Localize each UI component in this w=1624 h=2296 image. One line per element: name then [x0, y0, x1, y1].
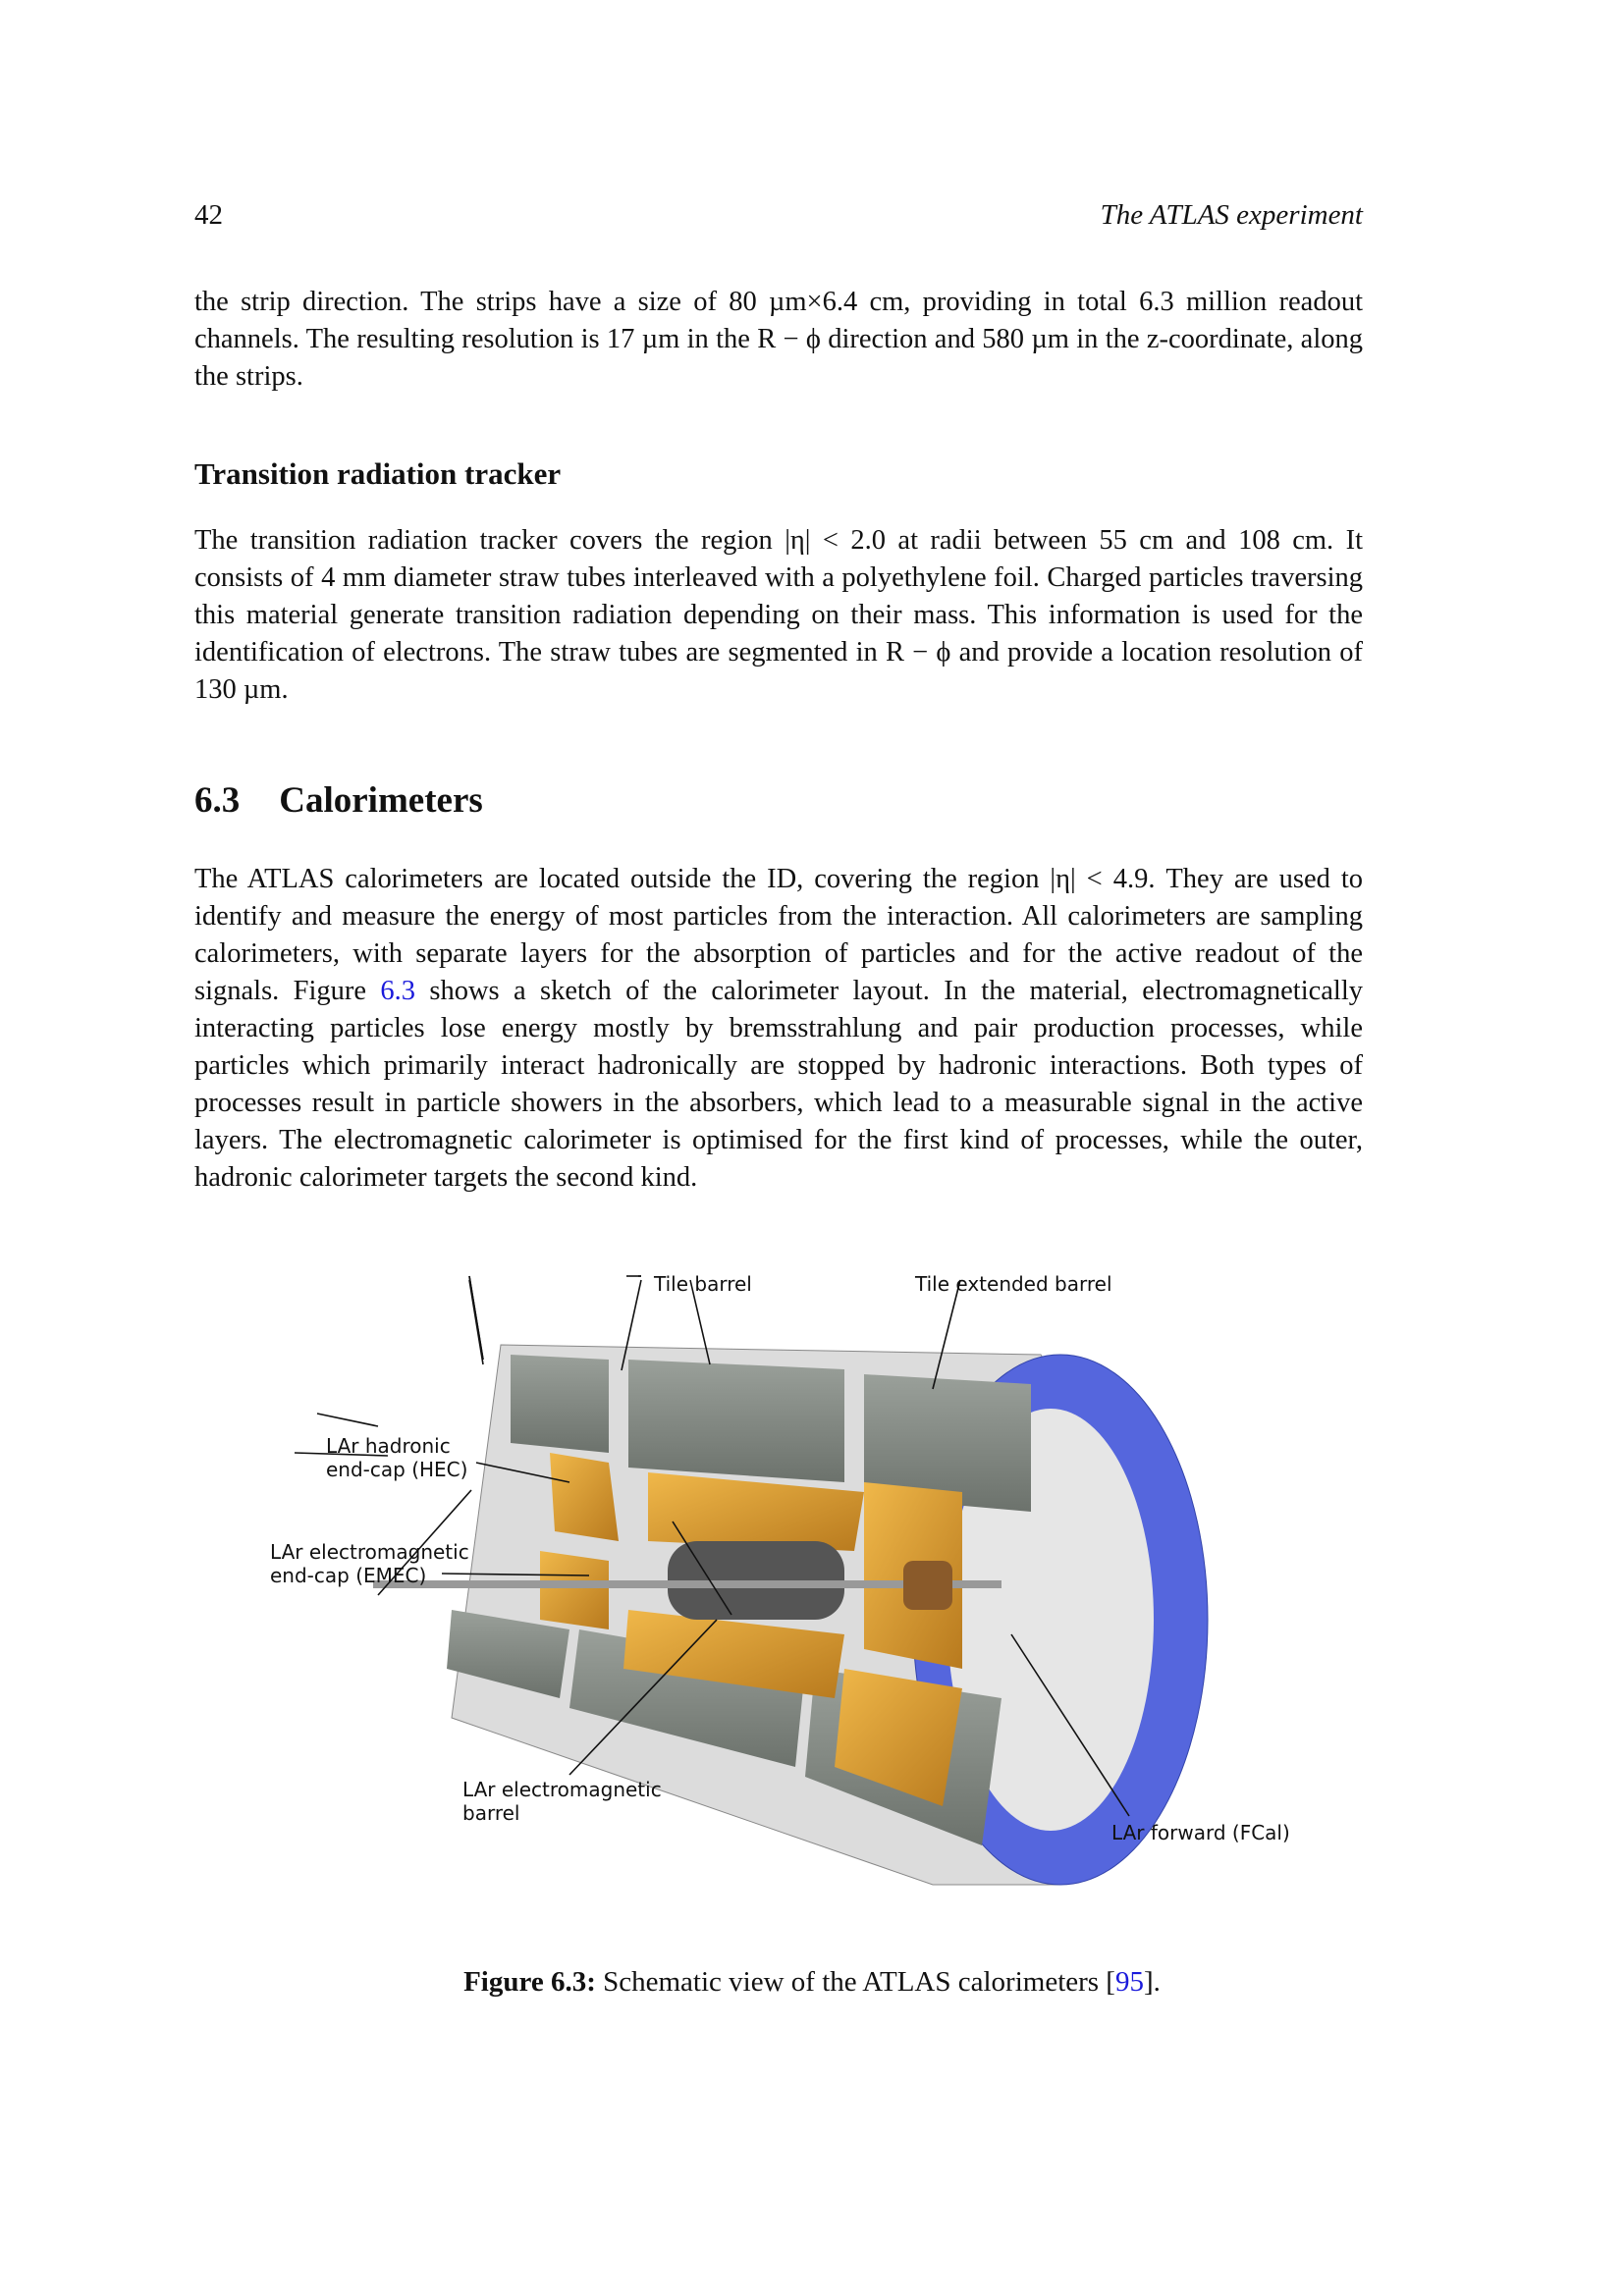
fcal — [903, 1561, 952, 1610]
section-title-text: Calorimeters — [279, 780, 483, 821]
label-emec: LAr electromagnetic — [270, 1540, 469, 1564]
label-emec: end-cap (EMEC) — [270, 1564, 427, 1587]
text: shows a sketch of the calorimeter layout. In the material, electromagnetically interacting particles lose energy mostly by bremsstrahlung and pair production processes, while particles which primarily interact hadronically are stopped by hadronic interactions. Both types of processes result in particle showers in the absorbers, which lead to a measurable signal in the active layers. The electromagnetic calorimeter is optimised for the first kind of processes, while the outer, hadronic calorimeter targets the second kind. — [194, 976, 1363, 1193]
subsection-title: Transition radiation tracker — [194, 456, 562, 491]
emec — [540, 1551, 609, 1629]
running-title: The ATLAS experiment — [1100, 199, 1363, 231]
section-number: 6.3 — [194, 780, 241, 821]
hec — [550, 1453, 619, 1541]
text: The ATLAS calorimeters are located outside the ID, covering the region |η| < 4.9. They are used to identify and measure the energy of most particles from the interaction. All calorimeters are sampling calorimeters, with separate layers for the absorption of particles and for the active readout of the signals. Figure — [194, 864, 1363, 1006]
page-number: 42 — [194, 199, 223, 231]
tile-module — [511, 1355, 609, 1453]
paragraph: the strip direction. The strips have a size of 80 µm×6.4 cm, providing in total 6.3 million readout channels. The resulting resolution is 17 µm in the R − ϕ direction and 580 µm in the z-coordinate, along the strips. — [194, 287, 1363, 392]
label-em-barrel: barrel — [462, 1801, 520, 1825]
label-hec: end-cap (HEC) — [326, 1458, 468, 1481]
figure-link[interactable]: 6.3 — [380, 976, 416, 1006]
caption-label: Figure 6.3: — [463, 1966, 596, 1998]
citation-link[interactable]: 95 — [1114, 1966, 1144, 1998]
label-fcal: LAr forward (FCal) — [1111, 1821, 1290, 1844]
paragraph: The transition radiation tracker covers the region |η| < 2.0 at radii between 55 cm and 108 cm. It consists of 4 mm diameter straw tubes interleaved with a polyethylene foil. Charged particles traversing this material generate transition radiation depending on their mass. This information is used for the identification of electrons. The straw tubes are segmented in R − ϕ and provide a location resolution of 130 µm. — [194, 525, 1363, 705]
calorimeter-figure — [255, 1256, 1306, 1914]
section-title — [194, 779, 483, 822]
caption-text: Schematic view of the ATLAS calorimeters [ — [595, 1966, 1115, 1998]
label-hec: LAr hadronic — [326, 1434, 451, 1458]
label-tile-barrel: Tile barrel — [654, 1272, 752, 1296]
figure-caption — [0, 1966, 1624, 1999]
paragraph — [194, 861, 1363, 1197]
label-tile-extended-barrel: Tile extended barrel — [915, 1272, 1112, 1296]
tile-barrel-module — [628, 1360, 844, 1482]
caption-end: ]. — [1143, 1966, 1161, 1998]
label-em-barrel: LAr electromagnetic — [462, 1778, 662, 1801]
